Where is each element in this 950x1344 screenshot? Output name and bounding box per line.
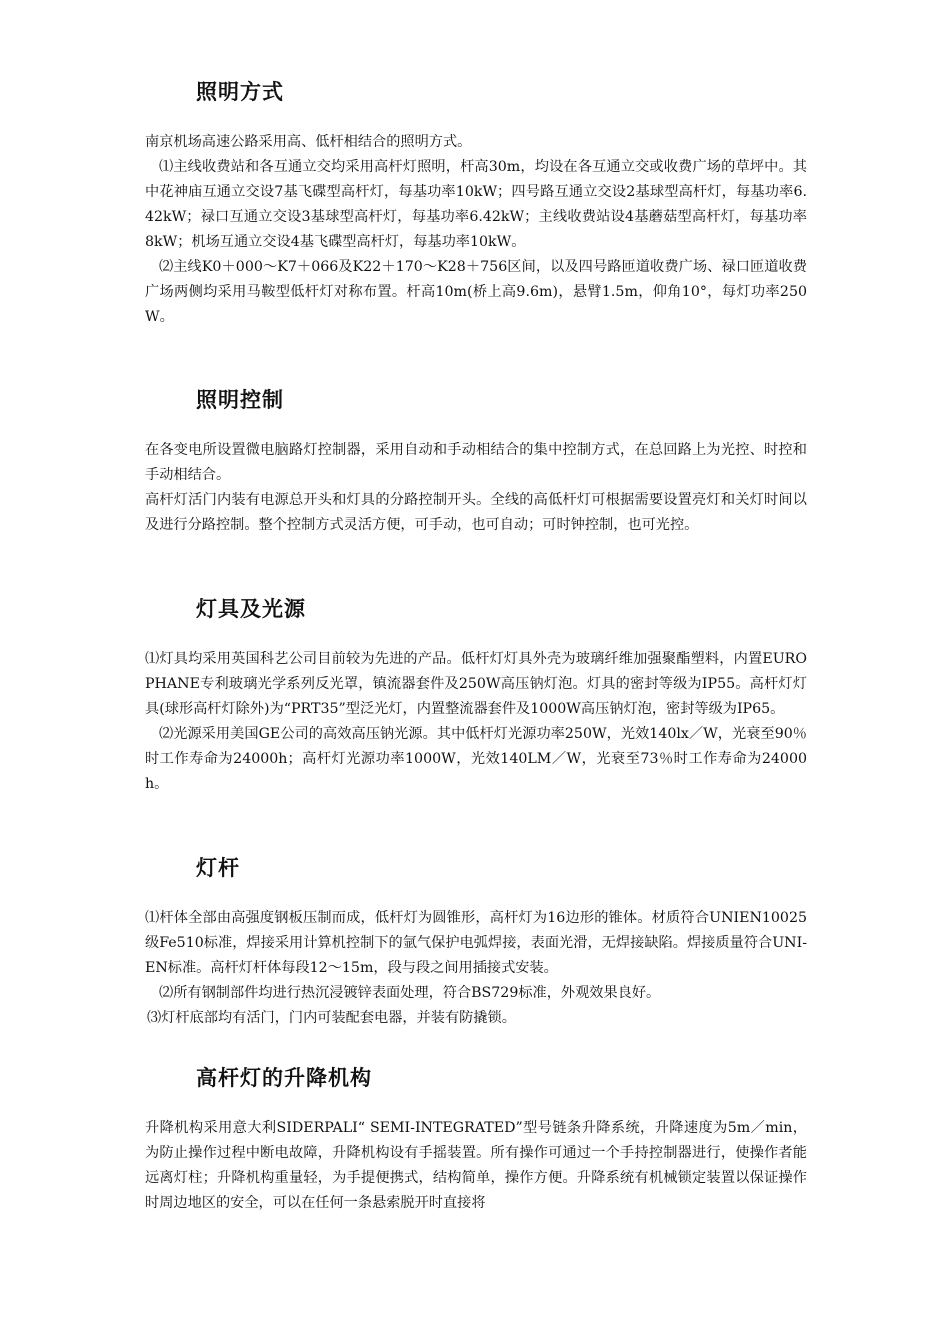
paragraph: ⑵主线K0＋000～K7＋066及K22＋170～K28＋756区间，以及四号路匝道收费广场、禄口匝道收费广场两侧均采用马鞍型低杆灯对称布置。杆高10m(桥上高9.6m)，悬臂1.5m，仰角10°，每灯功率250W。: [145, 259, 807, 325]
paragraph: ⑴主线收费站和各互通立交均采用高杆灯照明，杆高30m，均设在各互通立交或收费广场的草坪中。其中花神庙互通立交设7基飞碟型高杆灯，每基功率10kW；四号路互通立交设2基球型高杆灯，每基功率6.42kW；禄口互通立交设3基球型高杆灯，每基功率6.42kW；主线收费站设4基蘑菇型高杆灯，每基功率8kW；机场互通立交设4基飞碟型高杆灯，每基功率10kW。: [145, 159, 807, 250]
section-heading: 灯具及光源: [196, 597, 306, 621]
paragraph: ⑵所有钢制部件均进行热沉浸镀锌表面处理，符合BS729标准，外观效果良好。: [159, 985, 661, 1001]
paragraph: 高杆灯活门内装有电源总开头和灯具的分路控制开头。全线的高低杆灯可根据需要设置亮灯和关灯时间以及进行分路控制。整个控制方式灵活方便，可手动，也可自动；可时钟控制，也可光控。: [145, 492, 807, 533]
paragraph: 南京机场高速公路采用高、低杆相结合的照明方式。: [145, 134, 472, 150]
section-heading: 照明方式: [196, 80, 284, 104]
paragraph: ⑵光源采用美国GE公司的高效高压钠光源。其中低杆灯光源功率250W，光效140lx／W，光衰至90％时工作寿命为24000h；高杆灯光源功率1000W，光效140LM／W，光衰至73％时工作寿命为24000h。: [145, 726, 807, 792]
section-lifting-mechanism: [145, 1062, 807, 1216]
paragraph: 升降机构采用意大利SIDERPALI“ SEMI-INTEGRATED”型号链条升降系统，升降速度为5m／min，为防止操作过程中断电故障，升降机构设有手摇装置。所有操作可通过一个手持控制器进行，使操作者能远离灯柱；升降机构重量轻，为手提便携式，结构简单，操作方便。升降系统有机械锁定装置以保证操作时周边地区的安全，可以在任何一条悬索脱开时直接将: [145, 1120, 807, 1211]
paragraph: ⑴杆体全部由高强度钢板压制而成，低杆灯为圆锥形，高杆灯为16边形的锥体。材质符合UNIEN10025级Fe510标准，焊接采用计算机控制下的氩气保护电弧焊接，表面光滑，无焊接缺陷。焊接质量符合UNI-EN标准。高杆灯杆体每段12～15m，段与段之间用插接式安装。: [145, 910, 807, 976]
section-lighting-mode: [145, 76, 807, 330]
section-heading: 照明控制: [196, 388, 284, 412]
section-heading: 高杆灯的升降机构: [196, 1066, 372, 1090]
section-heading: 灯杆: [196, 856, 240, 880]
section-lighting-control: [145, 384, 807, 538]
section-lamp-pole: [145, 852, 807, 1031]
paragraph: ⑶灯杆底部均有活门，门内可装配套电器，并装有防撬锁。: [147, 1010, 516, 1026]
paragraph: 在各变电所设置微电脑路灯控制器，采用自动和手动相结合的集中控制方式，在总回路上为光控、时控和手动相结合。: [145, 442, 807, 483]
paragraph: ⑴灯具均采用英国科艺公司目前较为先进的产品。低杆灯灯具外壳为玻璃纤维加强聚酯塑料，内置EUROPHANE专利玻璃光学系列反光罩，镇流器套件及250W高压钠灯泡。灯具的密封等级为IP55。高杆灯灯具(球形高杆灯除外)为“PRT35”型泛光灯，内置整流器套件及1000W高压钠灯泡，密封等级为IP65。: [145, 651, 807, 717]
section-lamps-and-light-source: [145, 593, 807, 797]
